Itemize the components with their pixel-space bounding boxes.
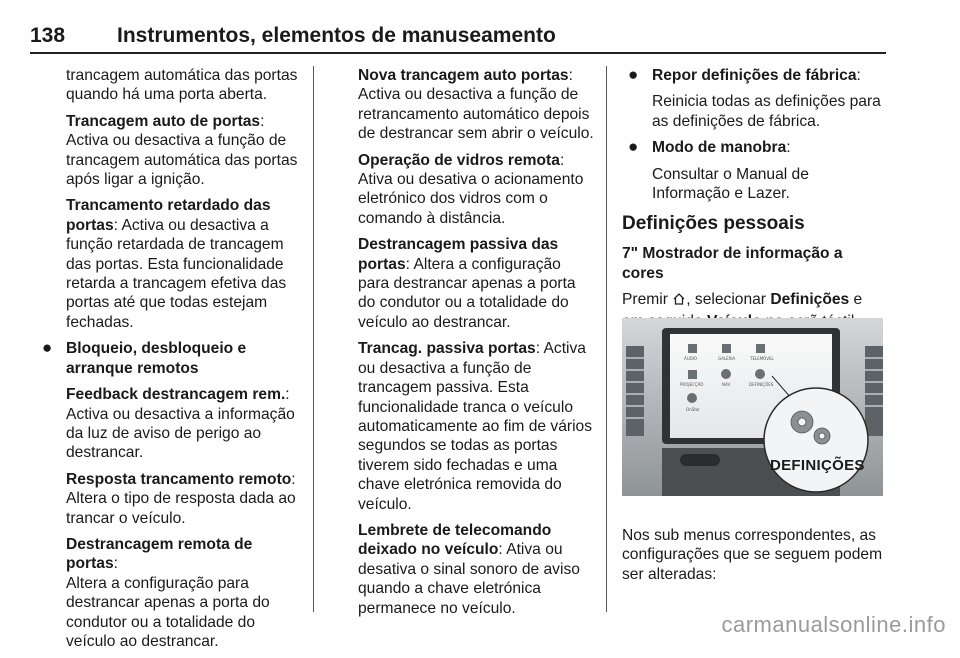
description: Activa ou desactiva a função retardada de trancagem das portas. Esta funcionalidade retarda a trancagem efetiva das portas até que todas estejam fechadas. bbox=[66, 216, 287, 331]
screen-label-phone: TELEMÓVEL bbox=[750, 356, 774, 361]
column-divider-2 bbox=[606, 66, 607, 612]
screen-label-audio: ÁUDIO bbox=[684, 356, 698, 361]
col2-item-4: Trancag. passiva portas: Activa ou desactiva a função de trancagem passiva. Esta funcionalidade tranca o veículo automaticamente ao fim de vários segundos se todas as portas tiverem sido fechadas e uma chave eletrónica removida do veículo. bbox=[358, 340, 593, 513]
col2-item-1: Nova trancagem auto portas: Activa ou desactiva a função de retrancamento automático depois de destrancar sem abrir o veículo. bbox=[358, 67, 594, 143]
col1-item-2: Trancamento retardado das portas: Activa ou desactiva a função retardada de trancagem das portas. Esta funcionalidade retarda a trancagem efetiva das portas até que todas estejam fechadas. bbox=[66, 197, 287, 331]
bullet-title: Bloqueio, desbloqueio e arranque remotos bbox=[66, 340, 247, 377]
screen-label-projection: PROJECÇÃO bbox=[680, 382, 704, 387]
column-2 bbox=[358, 66, 596, 625]
term: Repor definições de fábrica bbox=[652, 67, 857, 84]
term: Trancamento retardado das portas bbox=[66, 197, 271, 234]
description: Ativa ou desativa o acionamento eletrónico dos vidros com o comando à distância. bbox=[358, 171, 584, 227]
col1-bullet bbox=[36, 339, 304, 651]
col2-item-3: Destrancagem passiva das portas: Altera a configuração para destrancar apenas a porta do condutor ou a totalidade do veículo ao destrancar. bbox=[358, 236, 576, 331]
description: Consultar o Manual de Informação e Lazer. bbox=[652, 165, 809, 203]
header-rule bbox=[30, 52, 886, 54]
term: Trancag. passiva portas bbox=[358, 340, 536, 358]
page-title: Instrumentos, elementos de manuseamento bbox=[117, 24, 556, 47]
bullet-dot-icon: ● bbox=[628, 65, 639, 84]
description: Ativa ou desativa o sinal sonoro de aviso quando a chave eletrónica permanece no veículo. bbox=[358, 541, 580, 617]
screen-label-settings: DEFINIÇÕES bbox=[749, 382, 774, 387]
col1-item-3: Feedback destrancagem rem.: Activa ou desactiva a informação da luz de aviso de perigo ao destrancar. bbox=[66, 386, 295, 462]
watermark: carmanualsonline.info bbox=[721, 612, 946, 637]
page-header bbox=[30, 24, 886, 50]
description: Activa ou desactiva a função de trancagem passiva. Esta funcionalidade tranca o veículo automaticamente ao fim de vários segundos se todas as portas tiverem sido fechadas e uma chave eletrónica removida do veículo. bbox=[358, 340, 593, 513]
instruction-text: Premir , selecionar Definições e bbox=[622, 290, 888, 331]
description: Reinicia todas as definições para as definições de fábrica. bbox=[652, 93, 881, 130]
col1-block bbox=[36, 66, 304, 332]
col2-item-5: Lembrete de telecomando deixado no veículo: Ativa ou desativa o sinal sonoro de aviso quando a chave eletrónica permanece no veículo. bbox=[358, 521, 580, 617]
section-title: Definições pessoais bbox=[622, 213, 805, 235]
screen-label-onstar: OnStar bbox=[686, 407, 700, 412]
page-number: 138 bbox=[30, 24, 66, 47]
col2-item-2: Operação de vidros remota: Ativa ou desativa o acionamento eletrónico dos vidros com o comando à distância. bbox=[358, 151, 584, 227]
col1-item-1: Trancagem auto de portas: Activa ou desactiva a função de trancagem automática das portas após ligar a ignição. bbox=[66, 112, 298, 189]
term: Feedback destrancagem rem. bbox=[66, 386, 286, 404]
description: Altera a configuração para destrancar apenas a porta do condutor ou a totalidade do veículo ao destrancar. bbox=[358, 255, 576, 331]
description: Activa ou desactiva a função de trancagem automática das portas após ligar a ignição. bbox=[66, 132, 298, 189]
col1-continued-text: trancagem automática das portas quando há uma porta aberta. bbox=[66, 67, 298, 104]
col1-item-4: Resposta trancamento remoto: Altera o tipo de resposta dada ao trancar o veículo. bbox=[66, 470, 296, 527]
home-icon bbox=[672, 292, 686, 311]
subheading: 7" Mostrador de informação a cores bbox=[622, 245, 843, 282]
description: Altera a configuração para destrancar apenas a porta do condutor ou a totalidade do veículo ao destrancar. bbox=[66, 574, 270, 650]
term: Destrancagem remota de portas bbox=[66, 535, 253, 573]
bullet-dot-icon: ● bbox=[628, 137, 639, 157]
description: Activa ou desactiva a função de retrancamento automático depois de destrancar sem abrir o veículo. bbox=[358, 86, 594, 143]
col3-bullet-1: ● Repor definições de fábrica: Reinicia todas as definições para as definições de fábrica. bbox=[622, 66, 888, 131]
photo-caption: DEFINIÇÕES bbox=[770, 457, 865, 474]
closing-text: Nos sub menus correspondentes, as configurações que se seguem podem ser alteradas: bbox=[622, 527, 883, 583]
term: Operação de vidros remota bbox=[358, 151, 560, 169]
term: Lembrete de telecomando deixado no veículo bbox=[358, 521, 552, 559]
col1-item-5: Destrancagem remota de portas: Altera a configuração para destrancar apenas a porta do condutor ou a totalidade do veículo ao destrancar. bbox=[66, 535, 270, 650]
col3-bullet-2: ● Modo de manobra: Consultar o Manual de Informação e Lazer. bbox=[622, 138, 888, 203]
screen-label-nav: NAV bbox=[722, 382, 731, 387]
term: Modo de manobra bbox=[652, 139, 787, 157]
term: Destrancagem passiva das portas bbox=[358, 236, 559, 273]
column-divider-1 bbox=[313, 66, 314, 612]
description: Activa ou desactiva a informação da luz de aviso de perigo ao destrancar. bbox=[66, 405, 295, 462]
term: Resposta trancamento remoto bbox=[66, 470, 292, 488]
bullet-dot-icon: ● bbox=[42, 338, 53, 358]
term: Trancagem auto de portas bbox=[66, 112, 261, 130]
column-1 bbox=[36, 66, 304, 658]
column-3-closing bbox=[622, 526, 888, 591]
term: Nova trancagem auto portas bbox=[358, 67, 569, 84]
screen-label-gallery: GALERIA bbox=[718, 356, 736, 361]
column-3 bbox=[622, 66, 888, 338]
description: Altera o tipo de resposta dada ao trancar o veículo. bbox=[66, 490, 296, 527]
